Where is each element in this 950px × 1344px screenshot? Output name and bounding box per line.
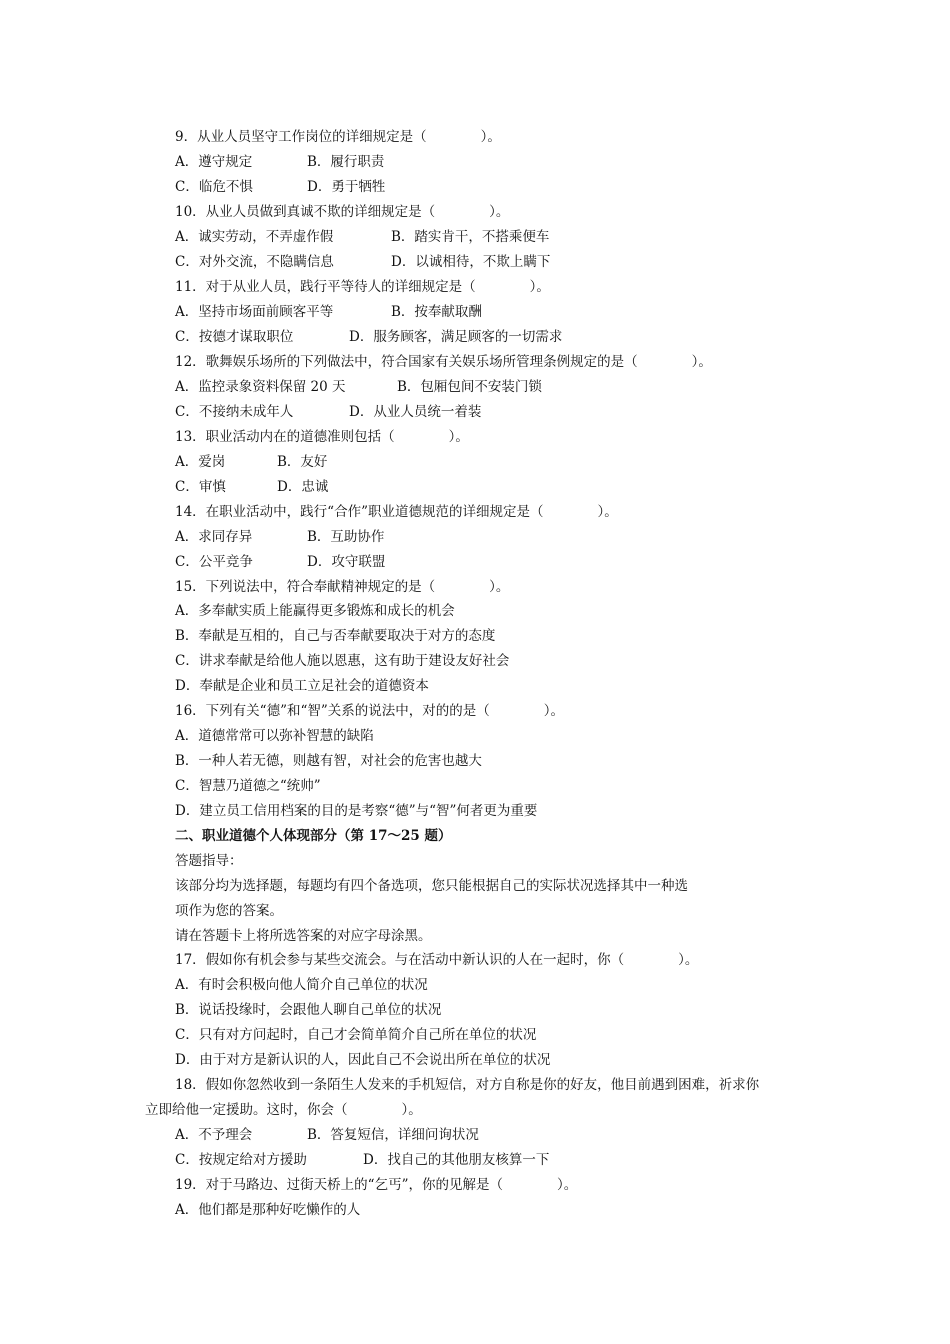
question-14-option-a: A．求同存异 — [175, 529, 253, 545]
question-12-stem: 12．歌舞娱乐场所的下列做法中，符合国家有关娱乐场所管理条例规定的是（ ）。 — [175, 354, 712, 370]
question-12-option-b: B．包厢包间不安装门锁 — [397, 379, 542, 395]
question-14-option-b: B．互助协作 — [307, 529, 385, 545]
question-13-option-d: D．忠诚 — [277, 479, 329, 495]
question-16-stem: 16．下列有关“德”和“智”关系的说法中，对的的是（ ）。 — [175, 703, 565, 719]
question-18-stem-line-2: 立即给他一定援助。这时，你会（ ）。 — [145, 1102, 422, 1118]
question-18-stem-line-1: 18．假如你忽然收到一条陌生人发来的手机短信，对方自称是你的好友，他目前遇到困难，祈求你 — [175, 1077, 760, 1093]
question-16-option-d: D．建立员工信用档案的目的是考察“德”与“智”何者更为重要 — [175, 803, 538, 819]
question-13-stem: 13．职业活动内在的道德准则包括（ ）。 — [175, 429, 469, 445]
answer-guide-text-1: 该部分均为选择题，每题均有四个备选项，您只能根据自己的实际状况选择其中一种选 — [175, 878, 688, 894]
question-12-option-a: A．监控录象资料保留 20 天 — [175, 379, 346, 395]
question-10-stem: 10．从业人员做到真诚不欺的详细规定是（ ）。 — [175, 204, 510, 220]
question-9-option-d: D．勇于牺牲 — [307, 179, 386, 195]
question-11-options-row-2 — [175, 328, 562, 346]
question-18-options-row-2 — [175, 1151, 549, 1169]
answer-guide-text-2: 项作为您的答案。 — [175, 903, 283, 919]
question-16-option-a: A．道德常常可以弥补智慧的缺陷 — [175, 728, 374, 744]
question-13-options-row-1 — [175, 453, 327, 471]
question-11-option-a: A．坚持市场面前顾客平等 — [175, 304, 334, 320]
question-9-stem: 9．从业人员坚守工作岗位的详细规定是（ ）。 — [175, 129, 501, 145]
question-10-option-a: A．诚实劳动，不弄虚作假 — [175, 229, 334, 245]
question-18-option-d: D．找自己的其他朋友核算一下 — [363, 1152, 550, 1168]
question-15-stem: 15．下列说法中，符合奉献精神规定的是（ ）。 — [175, 579, 510, 595]
question-11-options-row-1 — [175, 303, 482, 321]
question-18-option-a: A．不予理会 — [175, 1127, 253, 1143]
answer-guide-text-3: 请在答题卡上将所选答案的对应字母涂黑。 — [175, 928, 432, 944]
question-10-option-d: D．以诚相待，不欺上瞒下 — [391, 254, 551, 270]
question-16-option-c: C．智慧乃道德之“统帅” — [175, 778, 321, 794]
question-10-option-b: B．踏实肯干，不搭乘便车 — [391, 229, 550, 245]
question-17-stem: 17．假如你有机会参与某些交流会。与在活动中新认识的人在一起时，你（ ）。 — [175, 952, 699, 968]
question-15-option-a: A．多奉献实质上能赢得更多锻炼和成长的机会 — [175, 603, 455, 619]
question-15-option-c: C．讲求奉献是给他人施以恩惠，这有助于建设友好社会 — [175, 653, 510, 669]
question-12-option-d: D．从业人员统一着装 — [349, 404, 482, 420]
question-14-stem: 14．在职业活动中，践行“合作”职业道德规范的详细规定是（ ）。 — [175, 504, 618, 520]
question-11-stem: 11．对于从业人员，践行平等待人的详细规定是（ ）。 — [175, 279, 550, 295]
question-9-options-row-2 — [175, 178, 385, 196]
question-10-options-row-2 — [175, 253, 550, 271]
question-15-option-b: B．奉献是互相的，自己与否奉献要取决于对方的态度 — [175, 628, 496, 644]
question-17-option-b: B．说话投缘时，会跟他人聊自己单位的状况 — [175, 1002, 442, 1018]
question-9-option-c: C．临危不惧 — [175, 179, 253, 195]
question-18-option-b: B．答复短信，详细问询状况 — [307, 1127, 479, 1143]
question-10-option-c: C．对外交流，不隐瞒信息 — [175, 254, 334, 270]
question-9-option-b: B．履行职责 — [307, 154, 385, 170]
question-12-option-c: C．不接纳未成年人 — [175, 404, 294, 420]
question-16-option-b: B．一种人若无德，则越有智，对社会的危害也越大 — [175, 753, 482, 769]
question-13-option-c: C．审慎 — [175, 479, 226, 495]
question-10-options-row-1 — [175, 228, 549, 246]
question-17-option-a: A．有时会积极向他人简介自己单位的状况 — [175, 977, 428, 993]
question-12-options-row-1 — [175, 378, 542, 396]
question-11-option-d: D．服务顾客，满足顾客的一切需求 — [349, 329, 563, 345]
question-13-options-row-2 — [175, 478, 328, 496]
question-13-option-b: B．友好 — [277, 454, 328, 470]
section-2-heading: 二、职业道德个人体现部分（第 17～25 题） — [175, 828, 452, 844]
question-11-option-b: B．按奉献取酬 — [391, 304, 482, 320]
question-11-option-c: C．按德才谋取职位 — [175, 329, 294, 345]
question-17-option-c: C．只有对方问起时，自己才会简单简介自己所在单位的状况 — [175, 1027, 537, 1043]
question-14-options-row-2 — [175, 553, 385, 571]
question-13-option-a: A．爱岗 — [175, 454, 226, 470]
question-12-options-row-2 — [175, 403, 481, 421]
question-14-options-row-1 — [175, 528, 384, 546]
question-15-option-d: D．奉献是企业和员工立足社会的道德资本 — [175, 678, 429, 694]
question-14-option-c: C．公平竞争 — [175, 554, 253, 570]
question-18-options-row-1 — [175, 1126, 479, 1144]
question-19-option-a: A．他们都是那种好吃懒作的人 — [175, 1202, 361, 1218]
question-9-options-row-1 — [175, 153, 384, 171]
question-18-option-c: C．按规定给对方援助 — [175, 1152, 307, 1168]
question-19-stem: 19．对于马路边、过街天桥上的“乞丐”，你的见解是（ ）。 — [175, 1177, 578, 1193]
question-14-option-d: D．攻守联盟 — [307, 554, 386, 570]
answer-guide-title: 答题指导： — [175, 853, 243, 869]
question-17-option-d: D．由于对方是新认识的人，因此自己不会说出所在单位的状况 — [175, 1052, 551, 1068]
question-9-option-a: A．遵守规定 — [175, 154, 253, 170]
